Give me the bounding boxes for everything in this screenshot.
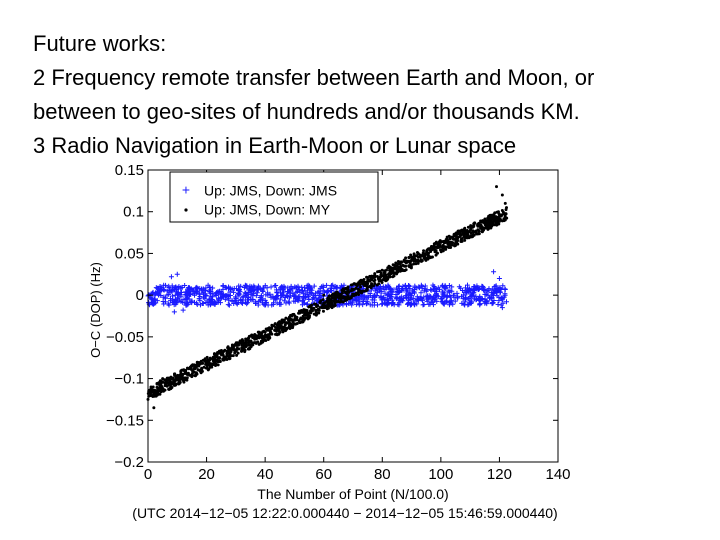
point-jms-my [447, 246, 450, 249]
point-jms-my [323, 301, 326, 304]
point-jms-my [328, 294, 331, 297]
point-jms-my [228, 357, 231, 360]
point-jms-my [404, 256, 407, 259]
point-jms-jms [269, 284, 274, 289]
point-jms-my [159, 379, 162, 382]
point-jms-my [281, 318, 284, 321]
x-tick-label: 60 [315, 466, 333, 483]
point-jms-my [235, 341, 238, 344]
point-jms-my [226, 352, 229, 355]
point-jms-my [409, 253, 412, 256]
point-jms-my [365, 289, 368, 292]
x-axis-label: The Number of Point (N/100.0) [257, 486, 449, 502]
point-jms-my [289, 318, 292, 321]
point-jms-my [276, 333, 279, 336]
point-jms-my [455, 241, 458, 244]
point-jms-my [355, 292, 358, 295]
point-jms-my [281, 322, 284, 325]
time-range-caption: (UTC 2014−12−05 12:22:0.000440 − 2014−12−05 15:46:59.000440) [132, 505, 558, 521]
point-jms-my [408, 256, 411, 259]
point-jms-my [405, 261, 408, 264]
point-jms-my [271, 324, 274, 327]
point-jms-my [429, 256, 432, 259]
x-tick-label: 80 [373, 466, 391, 483]
point-jms-my [195, 371, 198, 374]
y-tick-label: 0.05 [114, 245, 144, 263]
point-jms-my [339, 301, 342, 304]
point-jms-my [291, 326, 294, 329]
point-jms-my [301, 318, 304, 321]
point-jms-my [306, 311, 309, 314]
point-jms-my [397, 266, 400, 269]
point-jms-my [269, 332, 272, 335]
point-jms-my [463, 239, 466, 242]
point-jms-my [249, 339, 252, 342]
point-jms-my [357, 282, 360, 285]
point-jms-my [373, 282, 376, 285]
point-jms-my [469, 231, 472, 234]
point-jms-my [368, 275, 371, 278]
point-jms-jms [287, 301, 292, 306]
point-jms-my [212, 356, 215, 359]
point-jms-my [297, 312, 300, 315]
point-jms-my [453, 244, 456, 247]
point-jms-my [410, 265, 413, 268]
point-jms-my [181, 373, 184, 376]
point-jms-jms [497, 276, 502, 281]
point-jms-my [317, 312, 320, 315]
y-axis-label: O−C (DOP) (Hz) [88, 262, 103, 358]
point-jms-my [449, 237, 452, 240]
point-jms-my [274, 322, 277, 325]
point-jms-my [198, 369, 201, 372]
point-jms-my [282, 326, 285, 329]
x-tick-label: 140 [545, 466, 571, 483]
point-jms-my [505, 212, 508, 215]
point-jms-my [417, 262, 420, 265]
point-jms-my [281, 330, 284, 333]
point-jms-my [149, 394, 152, 397]
point-jms-my [241, 343, 244, 346]
point-jms-my [439, 248, 442, 251]
point-jms-my [170, 385, 173, 388]
point-jms-jms [194, 285, 199, 290]
legend [170, 172, 378, 222]
point-jms-my [466, 233, 469, 236]
point-jms-my [492, 220, 495, 223]
point-jms-my [193, 366, 196, 369]
point-jms-jms [175, 272, 180, 277]
point-jms-my [450, 241, 453, 244]
point-jms-my [488, 225, 491, 228]
point-jms-my [444, 240, 447, 243]
point-jms-my [348, 297, 351, 300]
point-jms-my [353, 294, 356, 297]
point-jms-my [234, 350, 237, 353]
point-jms-my [399, 263, 402, 266]
point-jms-my [169, 376, 172, 379]
point-jms-my [337, 295, 340, 298]
point-jms-my [236, 348, 239, 351]
point-jms-my [424, 259, 427, 262]
point-jms-my [243, 350, 246, 353]
point-jms-my [165, 379, 168, 382]
point-jms-my [223, 356, 226, 359]
point-jms-my [378, 277, 381, 280]
point-jms-my [326, 299, 329, 302]
point-jms-my [292, 320, 295, 323]
point-jms-my [190, 365, 193, 368]
point-jms-my [274, 326, 277, 329]
legend-marker-jms-my [184, 208, 187, 211]
heading-future-works: Future works: [33, 31, 167, 56]
point-jms-my [447, 239, 450, 242]
point-jms-my [495, 185, 498, 188]
point-jms-jms [491, 269, 496, 274]
point-jms-my [265, 328, 268, 331]
point-jms-my [295, 316, 298, 319]
point-jms-my [187, 367, 190, 370]
point-jms-my [502, 217, 505, 220]
point-jms-my [225, 358, 228, 361]
point-jms-jms [375, 302, 380, 307]
point-jms-my [405, 268, 408, 271]
point-jms-my [347, 285, 350, 288]
point-jms-my [505, 206, 508, 209]
point-jms-my [288, 326, 291, 329]
point-jms-my [465, 236, 468, 239]
point-jms-my [319, 299, 322, 302]
point-jms-my [425, 250, 428, 253]
y-tick-label: −0.15 [106, 412, 144, 430]
point-jms-my [164, 384, 167, 387]
y-tick-label: 0.1 [123, 203, 144, 221]
point-jms-my [387, 272, 390, 275]
point-jms-my [308, 305, 311, 308]
point-jms-my [423, 252, 426, 255]
point-jms-my [472, 225, 475, 228]
point-jms-my [204, 363, 207, 366]
point-jms-my [373, 272, 376, 275]
y-tick-label: −0.05 [106, 328, 144, 346]
point-jms-my [313, 303, 316, 306]
point-jms-my [481, 230, 484, 233]
point-jms-my [334, 299, 337, 302]
point-jms-my [378, 270, 381, 273]
point-jms-my [285, 327, 288, 330]
point-jms-my [439, 239, 442, 242]
point-jms-my [160, 385, 163, 388]
point-jms-jms [500, 305, 505, 310]
point-jms-my [268, 336, 271, 339]
point-jms-my [399, 270, 402, 273]
point-jms-my [307, 317, 310, 320]
point-jms-my [188, 374, 191, 377]
point-jms-my [200, 371, 203, 374]
point-jms-my [422, 249, 425, 252]
point-jms-my [358, 280, 361, 283]
point-jms-my [478, 229, 481, 232]
x-tick-label: 20 [198, 466, 215, 483]
point-jms-my [403, 265, 406, 268]
point-jms-my [254, 337, 257, 340]
y-tick-label: 0.15 [114, 162, 144, 179]
point-jms-my [392, 267, 395, 270]
point-jms-my [173, 372, 176, 375]
item-radio-navigation: 3 Radio Navigation in Earth-Moon or Lunar space [33, 133, 517, 158]
point-jms-my [341, 297, 344, 300]
point-jms-my [235, 344, 238, 347]
point-jms-my [486, 228, 489, 231]
point-jms-my [322, 294, 325, 297]
point-jms-my [237, 352, 240, 355]
point-jms-my [359, 285, 362, 288]
point-jms-my [488, 220, 491, 223]
point-jms-my [286, 322, 289, 325]
point-jms-my [473, 234, 476, 237]
point-jms-my [184, 369, 187, 372]
point-jms-my [152, 406, 155, 409]
point-jms-my [433, 242, 436, 245]
point-jms-my [167, 382, 170, 385]
point-jms-my [157, 390, 160, 393]
point-jms-my [240, 346, 243, 349]
point-jms-my [262, 335, 265, 338]
point-jms-my [370, 284, 373, 287]
point-jms-my [340, 289, 343, 292]
point-jms-my [333, 293, 336, 296]
item-frequency-transfer: 2 Frequency remote transfer between Earth and Moon, or [33, 65, 595, 90]
point-jms-my [384, 279, 387, 282]
point-jms-my [209, 357, 212, 360]
point-jms-my [227, 349, 230, 352]
point-jms-my [261, 341, 264, 344]
point-jms-my [201, 362, 204, 365]
point-jms-my [339, 293, 342, 296]
point-jms-my [174, 380, 177, 383]
point-jms-jms [482, 292, 487, 297]
point-jms-my [461, 240, 464, 243]
point-jms-my [231, 348, 234, 351]
point-jms-my [175, 376, 178, 379]
point-jms-my [331, 304, 334, 307]
point-jms-my [168, 388, 171, 391]
point-jms-my [434, 245, 437, 248]
point-jms-my [475, 232, 478, 235]
point-jms-my [179, 375, 182, 378]
y-tick-label: −0.1 [114, 370, 144, 388]
point-jms-my [392, 275, 395, 278]
point-jms-my [254, 341, 257, 344]
point-jms-my [264, 331, 267, 334]
point-jms-my [322, 310, 325, 313]
legend-label-jms-jms: Up: JMS, Down: JMS [204, 182, 338, 199]
point-jms-my [210, 364, 213, 367]
point-jms-my [415, 254, 418, 257]
point-jms-my [396, 269, 399, 272]
legend-marker-jms-jms: + [181, 181, 191, 198]
point-jms-my [358, 289, 361, 292]
point-jms-my [430, 245, 433, 248]
point-jms-jms [496, 302, 501, 307]
x-tick-label: 40 [256, 466, 274, 483]
point-jms-my [346, 293, 349, 296]
point-jms-jms [169, 274, 174, 279]
point-jms-my [265, 336, 268, 339]
point-jms-my [275, 329, 278, 332]
point-jms-my [442, 246, 445, 249]
point-jms-my [504, 202, 507, 205]
point-jms-my [462, 229, 465, 232]
point-jms-my [217, 363, 220, 366]
point-jms-my [327, 307, 330, 310]
point-jms-my [302, 308, 305, 311]
point-jms-my [501, 194, 504, 197]
point-jms-my [313, 313, 316, 316]
point-jms-my [309, 309, 312, 312]
point-jms-my [354, 283, 357, 286]
point-jms-my [150, 387, 153, 390]
point-jms-my [152, 393, 155, 396]
point-jms-jms [462, 302, 467, 307]
point-jms-my [350, 284, 353, 287]
point-jms-jms [421, 302, 426, 307]
point-jms-my [373, 279, 376, 282]
point-jms-my [461, 237, 464, 240]
point-jms-my [501, 209, 504, 212]
item-frequency-transfer-cont: between to geo-sites of hundreds and/or thousands KM. [33, 99, 580, 124]
point-jms-my [496, 221, 499, 224]
point-jms-my [488, 214, 491, 217]
point-jms-my [268, 329, 271, 332]
point-jms-my [186, 376, 189, 379]
y-tick-label: 0 [135, 287, 144, 305]
point-jms-my [362, 290, 365, 293]
point-jms-my [278, 331, 281, 334]
point-jms-my [298, 321, 301, 324]
y-tick-label: −0.2 [114, 454, 144, 471]
point-jms-my [258, 336, 261, 339]
point-jms-jms [181, 308, 186, 313]
point-jms-my [153, 389, 156, 392]
point-jms-my [436, 252, 439, 255]
point-jms-my [228, 354, 231, 357]
point-jms-my [459, 233, 462, 236]
point-jms-my [248, 347, 251, 350]
point-jms-my [429, 249, 432, 252]
x-tick-label: 120 [486, 466, 512, 483]
point-jms-my [499, 218, 502, 221]
legend-label-jms-my: Up: JMS, Down: MY [204, 201, 331, 218]
point-jms-my [178, 382, 181, 385]
point-jms-my [329, 298, 332, 301]
point-jms-my [241, 349, 244, 352]
x-tick-label: 0 [143, 466, 153, 483]
point-jms-my [292, 313, 295, 316]
point-jms-my [317, 308, 320, 311]
point-jms-my [461, 232, 464, 235]
point-jms-my [346, 288, 349, 291]
point-jms-my [350, 295, 353, 298]
point-jms-my [216, 360, 219, 363]
point-jms-jms [227, 303, 232, 308]
point-jms-my [245, 344, 248, 347]
point-jms-my [345, 298, 348, 301]
point-jms-my [383, 273, 386, 276]
point-jms-my [207, 368, 210, 371]
x-tick-label: 100 [428, 466, 454, 483]
point-jms-my [493, 214, 496, 217]
point-jms-my [197, 363, 200, 366]
point-jms-my [386, 266, 389, 269]
point-jms-my [484, 227, 487, 230]
point-jms-my [479, 224, 482, 227]
point-jms-my [438, 245, 441, 248]
point-jms-my [457, 230, 460, 233]
point-jms-my [433, 248, 436, 251]
point-jms-my [219, 352, 222, 355]
point-jms-my [193, 374, 196, 377]
point-jms-my [482, 220, 485, 223]
point-jms-my [455, 238, 458, 241]
point-jms-my [294, 323, 297, 326]
point-jms-my [407, 264, 410, 267]
point-jms-my [214, 353, 217, 356]
point-jms-jms [490, 301, 495, 306]
point-jms-my [323, 305, 326, 308]
point-jms-jms [172, 309, 177, 314]
point-jms-my [409, 261, 412, 264]
point-jms-my [161, 377, 164, 380]
point-jms-my [189, 368, 192, 371]
point-jms-my [490, 216, 493, 219]
point-jms-my [423, 255, 426, 258]
point-jms-my [206, 360, 209, 363]
point-jms-my [470, 226, 473, 229]
point-jms-my [372, 275, 375, 278]
point-jms-my [419, 255, 422, 258]
point-jms-my [376, 275, 379, 278]
point-jms-my [289, 314, 292, 317]
point-jms-my [258, 333, 261, 336]
point-jms-my [495, 211, 498, 214]
point-jms-my [179, 370, 182, 373]
point-jms-my [352, 288, 355, 291]
point-jms-my [377, 282, 380, 285]
point-jms-my [248, 335, 251, 338]
point-jms-my [182, 381, 185, 384]
point-jms-my [218, 356, 221, 359]
point-jms-my [174, 384, 177, 387]
point-jms-my [277, 321, 280, 324]
point-jms-my [250, 344, 253, 347]
point-jms-my [363, 283, 366, 286]
point-jms-my [221, 351, 224, 354]
